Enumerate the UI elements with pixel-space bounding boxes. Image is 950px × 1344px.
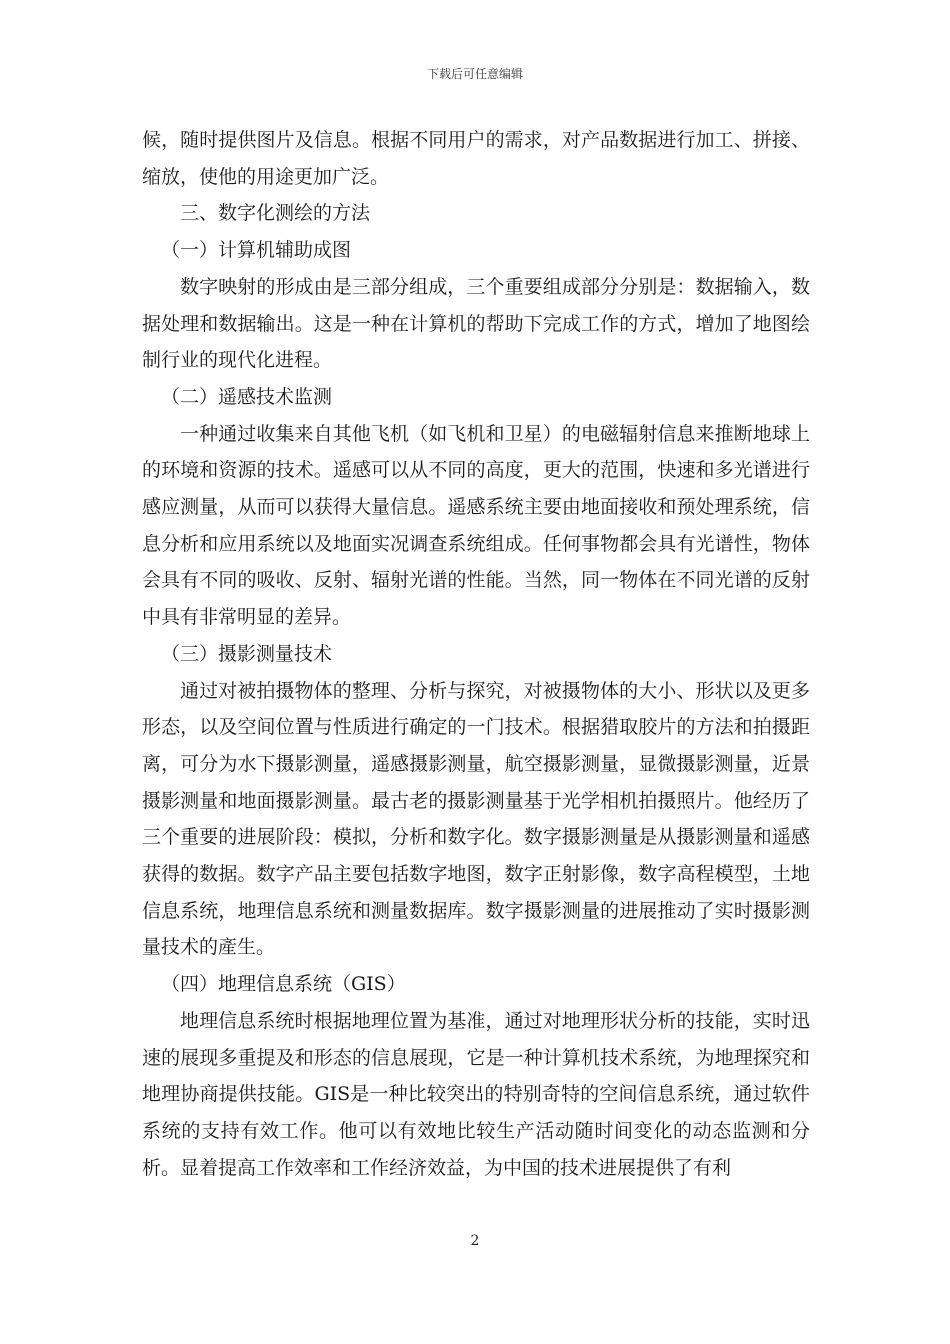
paragraph-gis: 地理信息系统时根据地理位置为基准，通过对地理形状分析的技能，实时迅速的展现多重提及和形态的信息展现，它是一种计算机技术系统，为地理探究和地理协商提供技能。GIS是一种比较突出的特别奇特的空间信息系统，通过软件系统的支持有效工作。他可以有效地比较生产活动随时间变化的动态监测和分析。显着提高工作效率和工作经济效益，为中国的技术进展提供了有利 xyxy=(142,1009,810,1179)
paragraph-photogrammetry: 通过对被拍摄物体的整理、分析与探究，对被摄物体的大小、形状以及更多形态，以及空间位置与性质进行确定的一门技术。根据猎取胶片的方法和拍摄距离，可分为水下摄影测量，遥感摄影测量，航空摄影测量，显微摄影测量，近景摄影测量和地面摄影测量。最古老的摄影测量基于光学相机拍摄照片。他经历了三个重要的进展阶段：模拟，分析和数字化。数字摄影测量是从摄影测量和遥感获得的数据。数字产品主要包括数字地图，数字正射影像，数字高程模型，土地信息系统，地理信息系统和测量数据库。数字摄影测量的进展推动了实时摄影测量技术的產生。 xyxy=(142,679,810,959)
paragraph-remote-sensing: 一种通过收集来自其他飞机（如飞机和卫星）的电磁辐射信息来推断地球上的环境和资源的技术。遥感可以从不同的高度，更大的范围，快速和多光谱进行感应测量，从而可以获得大量信息。遥感系统主要由地面接收和预处理系统，信息分析和应用系统以及地面实况调查系统组成。任何事物都会具有光谱性，物体会具有不同的吸收、反射、辐射光谱的性能。当然，同一物体在不同光谱的反射中具有非常明显的差异。 xyxy=(142,422,810,629)
paragraph-continuation: 候，随时提供图片及信息。根据不同用户的需求，对产品数据进行加工、拼接、缩放，使他的用途更加广泛。 xyxy=(142,129,810,188)
subheading-remote-sensing: （二）遥感技术监测 xyxy=(161,385,333,408)
page-header: 下载后可任意编辑 xyxy=(426,67,523,81)
document-body xyxy=(142,122,810,1186)
subheading-photogrammetry: （三）摄影测量技术 xyxy=(161,642,333,665)
subheading-gis: （四）地理信息系统（GIS） xyxy=(161,973,406,996)
paragraph-computer-aided-mapping: 数字映射的形成由是三部分组成，三个重要组成部分分别是：数据输入，数据处理和数据输出。这是一种在计算机的帮助下完成工作的方式，增加了地图绘制行业的现代化进程。 xyxy=(142,275,810,372)
section-heading-methods: 三、数字化测绘的方法 xyxy=(180,202,371,225)
subheading-computer-aided-mapping: （一）计算机辅助成图 xyxy=(161,239,352,262)
page-number: 2 xyxy=(470,1233,480,1249)
